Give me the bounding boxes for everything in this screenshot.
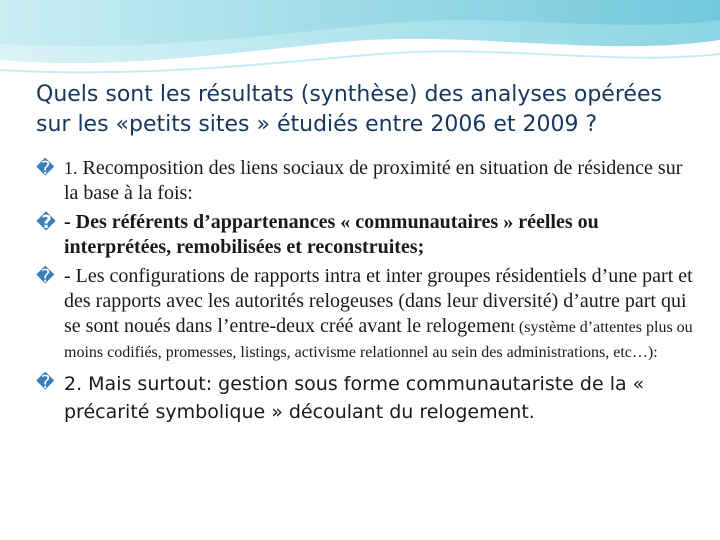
bullet-icon: � bbox=[36, 158, 55, 179]
bullet-icon: � bbox=[36, 372, 55, 393]
item-text-small: t (système d’attentes plus ou moins codifiés, promesses, listings, activisme relationnel au sein des administrations, etc…): bbox=[64, 319, 693, 361]
item-number: 1. bbox=[64, 158, 78, 178]
item-text: - Les configurations de rapports intra et inter groupes résidentiels d’une part et des rapports avec les autorités relogeuses (dans leur diversité) d’autre part qui se sont noués dans l’entre-deux créé avant le relogemen bbox=[64, 265, 693, 337]
bullet-icon: � bbox=[36, 212, 57, 233]
bullet-icon: � bbox=[36, 266, 55, 287]
item-text: Recomposition des liens sociaux de proximité en situation de résidence sur la base à la fois: bbox=[64, 157, 683, 204]
slide-body bbox=[36, 156, 696, 430]
wave-decoration bbox=[0, 0, 720, 80]
slide-title: Quels sont les résultats (synthèse) des analyses opérées sur les «petits sites » étudiés entre 2006 et 2009 ? bbox=[36, 82, 662, 137]
item-text: - Des référents d’appartenances « communautaires » réelles ou interprétées, remobilisées et reconstruites; bbox=[64, 211, 599, 258]
item-text: 2. Mais surtout: gestion sous forme communautariste de la « précarité symbolique » découlant du relogement. bbox=[64, 373, 645, 423]
list-item bbox=[36, 370, 696, 426]
list-item bbox=[36, 156, 696, 206]
list-item bbox=[36, 264, 696, 364]
list-item bbox=[36, 210, 696, 260]
